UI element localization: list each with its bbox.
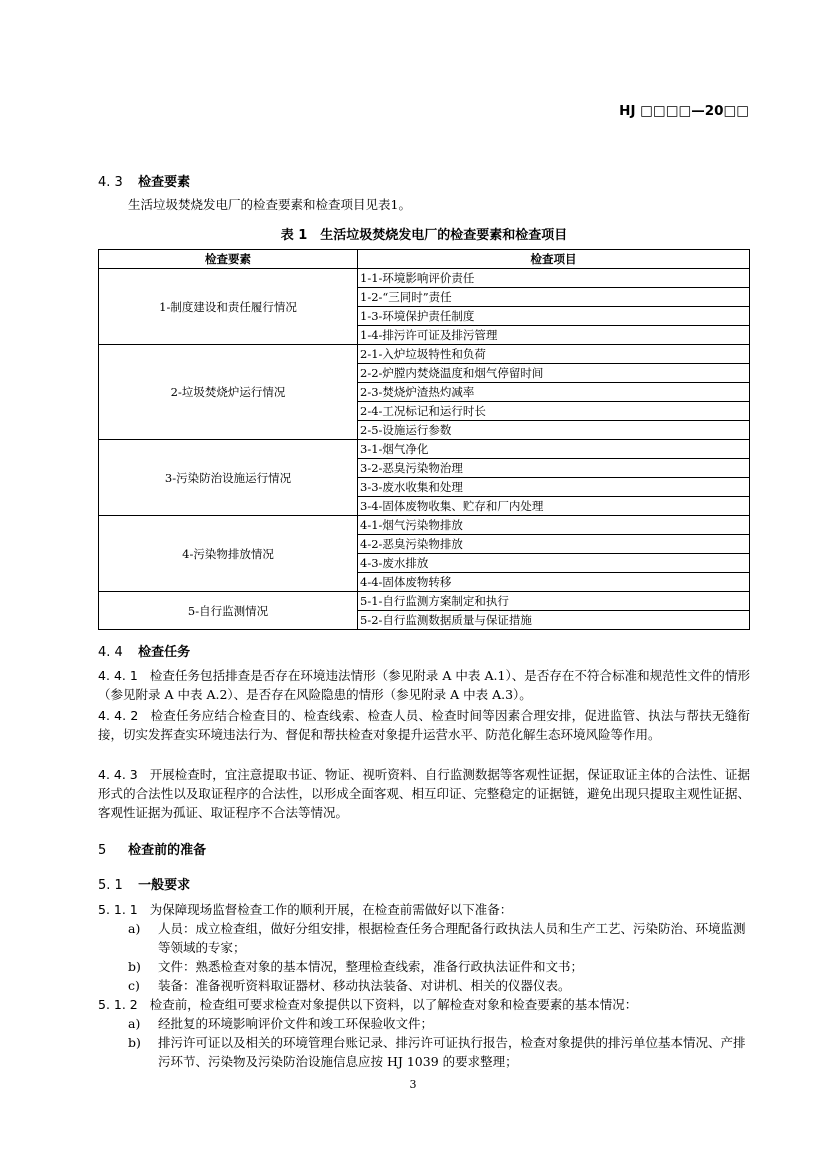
- list-item: [128, 1014, 750, 1033]
- table-row: [99, 440, 750, 459]
- list-5-1-1: [128, 919, 750, 995]
- element-cell: 4-污染物排放情况: [99, 516, 358, 592]
- list-label: a): [128, 1016, 141, 1031]
- section-4-3-intro: 生活垃圾焚烧发电厂的检查要素和检查项目见表1。: [128, 197, 411, 212]
- paragraph-5-1-1: [98, 900, 750, 919]
- list-label: b): [128, 1035, 141, 1050]
- item-cell: 1-2-“三同时”责任: [358, 288, 750, 307]
- item-cell: 3-3-废水收集和处理: [358, 478, 750, 497]
- paragraph-4-4-1: [98, 666, 750, 704]
- list-item: [128, 976, 750, 995]
- clause-number: 4. 4. 2: [98, 708, 139, 723]
- clause-text: 检查任务包括排查是否存在环境违法情形（参见附录 A 中表 A.1）、是否存在不符合标准和规范性文件的情形（参见附录 A 中表 A.2）、是否存在风险隐患的情形（参见附录 A 中表 A.3）。: [98, 668, 750, 702]
- list-label: b): [128, 959, 141, 974]
- paragraph-5-1-2: [98, 995, 750, 1014]
- section-title: 检查要素: [138, 175, 191, 190]
- section-number: 5. 1: [98, 878, 123, 893]
- clause-text: 检查前，检查组可要求检查对象提供以下资料，以了解检查对象和检查要素的基本情况：: [149, 997, 638, 1012]
- clause-text: 为保障现场监督检查工作的顺利开展，在检查前需做好以下准备：: [149, 902, 513, 917]
- list-item: [128, 1033, 750, 1071]
- header-element: 检查要素: [99, 250, 358, 269]
- item-cell: 3-1-烟气净化: [358, 440, 750, 459]
- item-cell: 4-2-恶臭污染物排放: [358, 535, 750, 554]
- section-4-3-heading: [98, 171, 190, 190]
- item-cell: 5-2-自行监测数据质量与保证措施: [358, 611, 750, 630]
- section-number: 5: [98, 843, 107, 858]
- list-item: [128, 919, 750, 957]
- clause-number: 4. 4. 1: [98, 668, 138, 683]
- element-cell: 2-垃圾焚烧炉运行情况: [99, 345, 358, 440]
- section-title: 一般要求: [138, 878, 191, 893]
- paragraph-4-4-2: [98, 706, 750, 744]
- section-5-1-heading: [98, 874, 190, 893]
- section-4-4-heading: [98, 641, 190, 660]
- section-title: 检查任务: [138, 645, 191, 660]
- document-code: HJ □□□□—20□□: [619, 103, 749, 119]
- paragraph-4-4-3: [98, 765, 750, 822]
- item-cell: 1-3-环境保护责任制度: [358, 307, 750, 326]
- list-label: c): [128, 978, 140, 993]
- item-cell: 4-1-烟气污染物排放: [358, 516, 750, 535]
- list-text: 装备：准备视听资料取证器材、移动执法装备、对讲机、相关的仪器仪表。: [158, 978, 571, 993]
- clause-number: 5. 1. 1: [98, 902, 138, 917]
- table-row: [99, 345, 750, 364]
- item-cell: 5-1-自行监测方案制定和执行: [358, 592, 750, 611]
- table-row: [99, 516, 750, 535]
- list-item: [128, 957, 750, 976]
- item-cell: 2-5-设施运行参数: [358, 421, 750, 440]
- item-cell: 2-3-焚烧炉渣热灼减率: [358, 383, 750, 402]
- list-text: 文件：熟悉检查对象的基本情况，整理检查线索，准备行政执法证件和文书；: [158, 959, 584, 974]
- section-5-heading: [98, 839, 206, 858]
- item-cell: 1-4-排污许可证及排污管理: [358, 326, 750, 345]
- item-cell: 2-4-工况标记和运行时长: [358, 402, 750, 421]
- element-cell: 5-自行监测情况: [99, 592, 358, 630]
- item-cell: 2-2-炉膛内焚烧温度和烟气停留时间: [358, 364, 750, 383]
- item-cell: 3-4-固体废物收集、贮存和厂内处理: [358, 497, 750, 516]
- table-caption: 表 1 生活垃圾焚烧发电厂的检查要素和检查项目: [280, 228, 568, 243]
- page-number: 3: [409, 1078, 417, 1091]
- list-text: 人员：成立检查组，做好分组安排，根据检查任务合理配备行政执法人员和生产工艺、污染防治、环境监测等领域的专家；: [158, 921, 746, 955]
- clause-text: 开展检查时，宜注意提取书证、物证、视听资料、自行监测数据等客观性证据，保证取证主体的合法性、证据形式的合法性以及取证程序的合法性，以形成全面客观、相互印证、完整稳定的证据链，避免出现只提取主观性证据、客观性证据为孤证、取证程序不合法等情况。: [98, 767, 750, 820]
- list-text: 经批复的环境影响评价文件和竣工环保验收文件；: [158, 1016, 434, 1031]
- table-header-row: [99, 250, 750, 269]
- table-row: [99, 592, 750, 611]
- clause-number: 4. 4. 3: [98, 767, 138, 782]
- item-cell: 2-1-入炉垃圾特性和负荷: [358, 345, 750, 364]
- list-label: a): [128, 921, 141, 936]
- item-cell: 4-4-固体废物转移: [358, 573, 750, 592]
- inspection-elements-table: [98, 249, 750, 630]
- list-text: 排污许可证以及相关的环境管理台账记录、排污许可证执行报告，检查对象提供的排污单位基本情况、产排污环节、污染物及污染防治设施信息应按 HJ 1039 的要求整理；: [158, 1035, 746, 1069]
- item-cell: 1-1-环境影响评价责任: [358, 269, 750, 288]
- section-number: 4. 3: [98, 175, 123, 190]
- section-title: 检查前的准备: [128, 843, 207, 858]
- table-row: [99, 269, 750, 288]
- element-cell: 3-污染防治设施运行情况: [99, 440, 358, 516]
- list-5-1-2: [128, 1014, 750, 1071]
- item-cell: 3-2-恶臭污染物治理: [358, 459, 750, 478]
- item-cell: 4-3-废水排放: [358, 554, 750, 573]
- section-number: 4. 4: [98, 645, 123, 660]
- header-items: 检查项目: [358, 250, 750, 269]
- clause-number: 5. 1. 2: [98, 997, 138, 1012]
- element-cell: 1-制度建设和责任履行情况: [99, 269, 358, 345]
- clause-text: 检查任务应结合检查目的、检查线索、检查人员、检查时间等因素合理安排，促进监管、执法与帮扶无缝衔接，切实发挥查实环境违法行为、督促和帮扶检查对象提升运营水平、防范化解生态环境风险等作用。: [98, 708, 750, 742]
